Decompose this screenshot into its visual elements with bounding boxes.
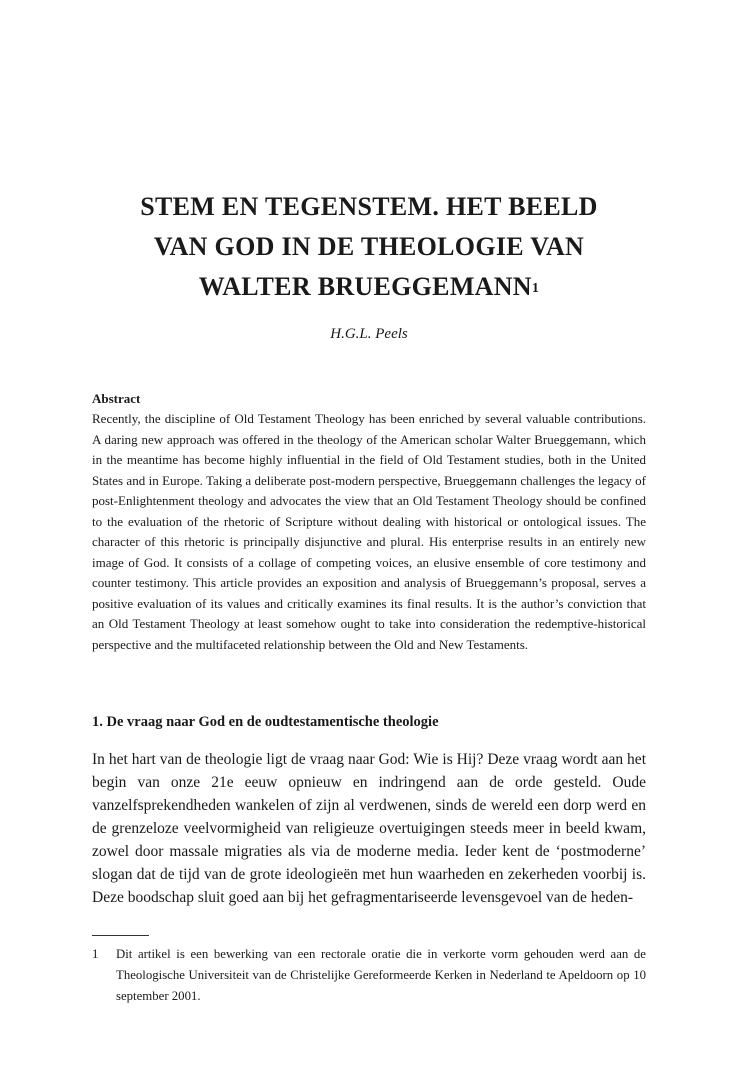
abstract-heading: Abstract [92, 391, 141, 406]
abstract-text: Recently, the discipline of Old Testament Theology has been enriched by several valuable contributions. A daring new approach was offered in the theology of the American scholar Walter Brueggemann, which in the meantime has become highly influential in the field of Old Testament studies, both in the United States and in Europe. Taking a deliberate post-modern perspective, Brueggemann challenges the legacy of post-Enlightenment theology and advocates the view that an Old Testament Theology should be confined to the evaluation of the rhetoric of Scripture without dealing with historical or ontological issues. The character of this rhetoric is principally disjunctive and plural. His enterprise results in an entirely new image of God. It consists of a collage of competing voices, an elusive ensemble of core testimony and counter testimony. This article provides an exposition and analysis of Brueggemann’s proposal, serves a positive evaluation of its values and critically examines its final results. It is the author’s conviction that an Old Testament Theology at least somehow ought to take into consideration the redemptive-historical perspective and the multifaceted relationship between the Old and New Testaments. [92, 411, 646, 652]
footnote-number: 1 [92, 947, 99, 961]
title-line-3 [90, 267, 648, 307]
footnote [92, 944, 646, 1007]
author-name: H.G.L. Peels [330, 326, 408, 342]
title-footnote-marker: 1 [531, 281, 540, 297]
title-line-1: STEM EN TEGENSTEM. HET BEELD [140, 192, 598, 222]
section-heading: 1. De vraag naar God en de oudtestamentische theologie [92, 714, 439, 730]
footnote-separator [92, 935, 149, 936]
footnote-text: Dit artikel is een bewerking van een rectorale oratie die in verkorte vorm gehouden werd aan de Theologische Universiteit van de Christelijke Gereformeerde Kerken in Nederland te Apeldoorn op 10 september 2001. [116, 947, 646, 1003]
title-line-3-text: WALTER BRUEGGEMANN [198, 272, 532, 302]
paper-title [90, 187, 648, 307]
section-body-text: In het hart van de theologie ligt de vraag naar God: Wie is Hij? Deze vraag wordt aan het begin van onze 21e eeuw opnieuw en indringend aan de orde gesteld. Oude vanzelfsprekendheden wankelen of zijn al verdwenen, sinds de wereld een dorp werd en de grenzeloze veelvormigheid van religieuze overtuigingen steeds meer in beeld kwam, zowel door massale migraties als via de moderne media. Ieder kent de ‘postmoderne’ slogan dat de tijd van de grote ideologieën met hun waarheden en zekerheden voorbij is. Deze boodschap sluit goed aan bij het gefragmentariseerde levensgevoel van de heden- [92, 751, 646, 906]
title-line-2: VAN GOD IN DE THEOLOGIE VAN [153, 232, 585, 262]
abstract-block [92, 389, 646, 655]
